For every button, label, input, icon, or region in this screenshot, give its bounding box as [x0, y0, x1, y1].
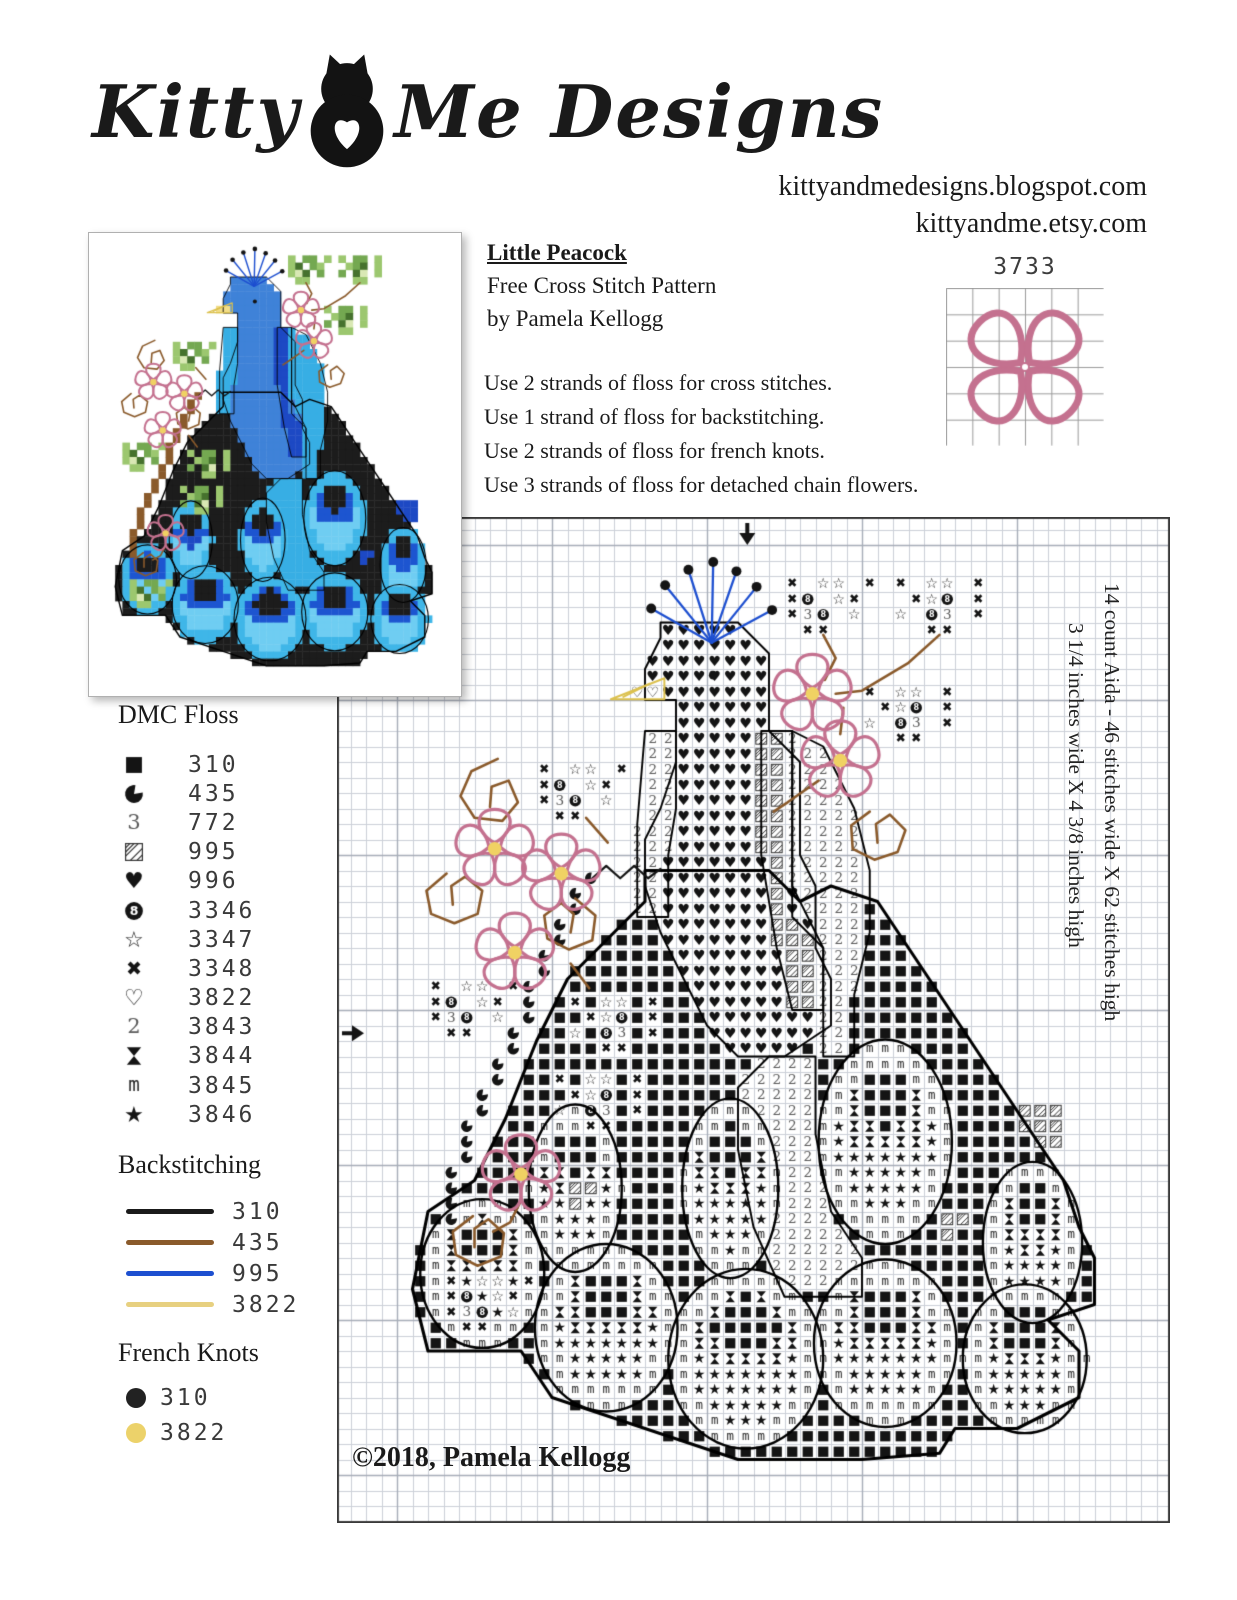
french-knot-entry — [126, 1415, 227, 1450]
instruction-line: Use 1 strand of floss for backstitching. — [484, 404, 825, 429]
numeral-2-symbol — [122, 1015, 146, 1039]
floss-legend-heading: DMC Floss — [118, 700, 239, 729]
backstitch-color-line — [126, 1240, 214, 1245]
floss-code: 996 — [188, 868, 239, 895]
backstitch-color-line — [126, 1209, 214, 1214]
french-knot-dot — [126, 1388, 146, 1408]
filled-star-symbol — [122, 1103, 146, 1127]
website-links — [778, 168, 1147, 242]
instructions — [484, 366, 918, 502]
stitch-count-label: 14 count Aida - 46 stitches wide X 62 stitches high — [1100, 583, 1124, 1022]
open-heart-symbol — [122, 986, 146, 1010]
pattern-title: Little Peacock — [487, 240, 627, 265]
floss-entry — [122, 984, 255, 1013]
floss-code: 310 — [188, 751, 239, 778]
floss-entry — [122, 779, 255, 808]
floss-code: 3844 — [188, 1043, 256, 1070]
french-knot-dot — [126, 1423, 146, 1443]
color-preview-image — [96, 239, 454, 689]
floss-code: 3846 — [188, 1101, 256, 1128]
floss-code: 3843 — [188, 1014, 256, 1041]
backstitch-color-line — [126, 1271, 214, 1276]
pattern-subtitle: Free Cross Stitch Pattern — [487, 273, 717, 298]
flower-color-code: 3733 — [993, 254, 1057, 280]
etsy-url: kittyandme.etsy.com — [915, 208, 1147, 239]
hourglass-symbol — [122, 1044, 146, 1068]
floss-entry — [122, 954, 255, 983]
floss-code: 772 — [188, 809, 239, 836]
floss-entry — [122, 1013, 255, 1042]
backstitch-code: 435 — [232, 1229, 283, 1256]
french-knot-code: 3822 — [160, 1419, 228, 1446]
brand-logo — [92, 48, 884, 175]
backstitch-entry — [126, 1258, 299, 1289]
floss-entry — [122, 1042, 255, 1071]
backstitch-entry — [126, 1196, 299, 1227]
pattern-byline: by Pamela Kellogg — [487, 306, 664, 331]
instruction-line: Use 2 strands of floss for cross stitches. — [484, 370, 833, 395]
french-knot-legend-heading: French Knots — [118, 1338, 259, 1367]
french-knot-code: 310 — [160, 1384, 211, 1411]
floss-code: 995 — [188, 839, 239, 866]
floss-code: 3845 — [188, 1072, 256, 1099]
backstitch-legend — [126, 1196, 299, 1320]
circled-8-symbol — [122, 899, 146, 923]
floss-legend — [122, 750, 255, 1129]
floss-code: 3347 — [188, 926, 256, 953]
french-knot-entry — [126, 1380, 227, 1415]
pattern-title-block — [487, 236, 716, 335]
letter-m-symbol — [122, 1074, 146, 1098]
floss-entry — [122, 838, 255, 867]
floss-code: 3822 — [188, 985, 256, 1012]
floss-entry — [122, 896, 255, 925]
backstitch-legend-heading: Backstitching — [118, 1150, 261, 1179]
floss-code: 3348 — [188, 955, 256, 982]
quarter-circle-symbol — [122, 782, 146, 806]
french-knot-legend — [126, 1380, 227, 1450]
logo-text-right: Me Designs — [394, 68, 885, 154]
floss-code: 3346 — [188, 897, 256, 924]
open-star-symbol — [122, 928, 146, 952]
floss-entry — [122, 1100, 255, 1129]
backstitch-color-line — [126, 1302, 214, 1307]
color-preview-card — [88, 232, 462, 697]
backstitch-entry — [126, 1289, 299, 1320]
detached-chain-flower-diagram — [946, 288, 1104, 446]
filled-square-symbol — [122, 753, 146, 777]
floss-entry — [122, 750, 255, 779]
bold-x-symbol — [122, 957, 146, 981]
inches-label: 3 1/4 inches wide X 4 3/8 inches high — [1064, 623, 1088, 948]
backstitch-code: 310 — [232, 1198, 283, 1225]
floss-entry — [122, 1071, 255, 1100]
floss-entry — [122, 808, 255, 837]
blog-url: kittyandmedesigns.blogspot.com — [778, 171, 1147, 202]
instruction-line: Use 2 strands of floss for french knots. — [484, 438, 825, 463]
backstitch-code: 995 — [232, 1260, 283, 1287]
backstitch-code: 3822 — [232, 1291, 300, 1318]
numeral-3-symbol — [122, 811, 146, 835]
size-labels — [1058, 583, 1130, 1513]
floss-code: 435 — [188, 780, 239, 807]
backstitch-entry — [126, 1227, 299, 1258]
filled-heart-symbol — [122, 869, 146, 893]
floss-entry — [122, 925, 255, 954]
instruction-line: Use 3 strands of floss for detached chain flowers. — [484, 472, 919, 497]
cat-heart-icon — [304, 48, 390, 175]
hatched-square-symbol — [122, 840, 146, 864]
floss-entry — [122, 867, 255, 896]
copyright-note: ©2018, Pamela Kellogg — [352, 1442, 631, 1473]
logo-text-left: Kitty — [92, 68, 301, 154]
